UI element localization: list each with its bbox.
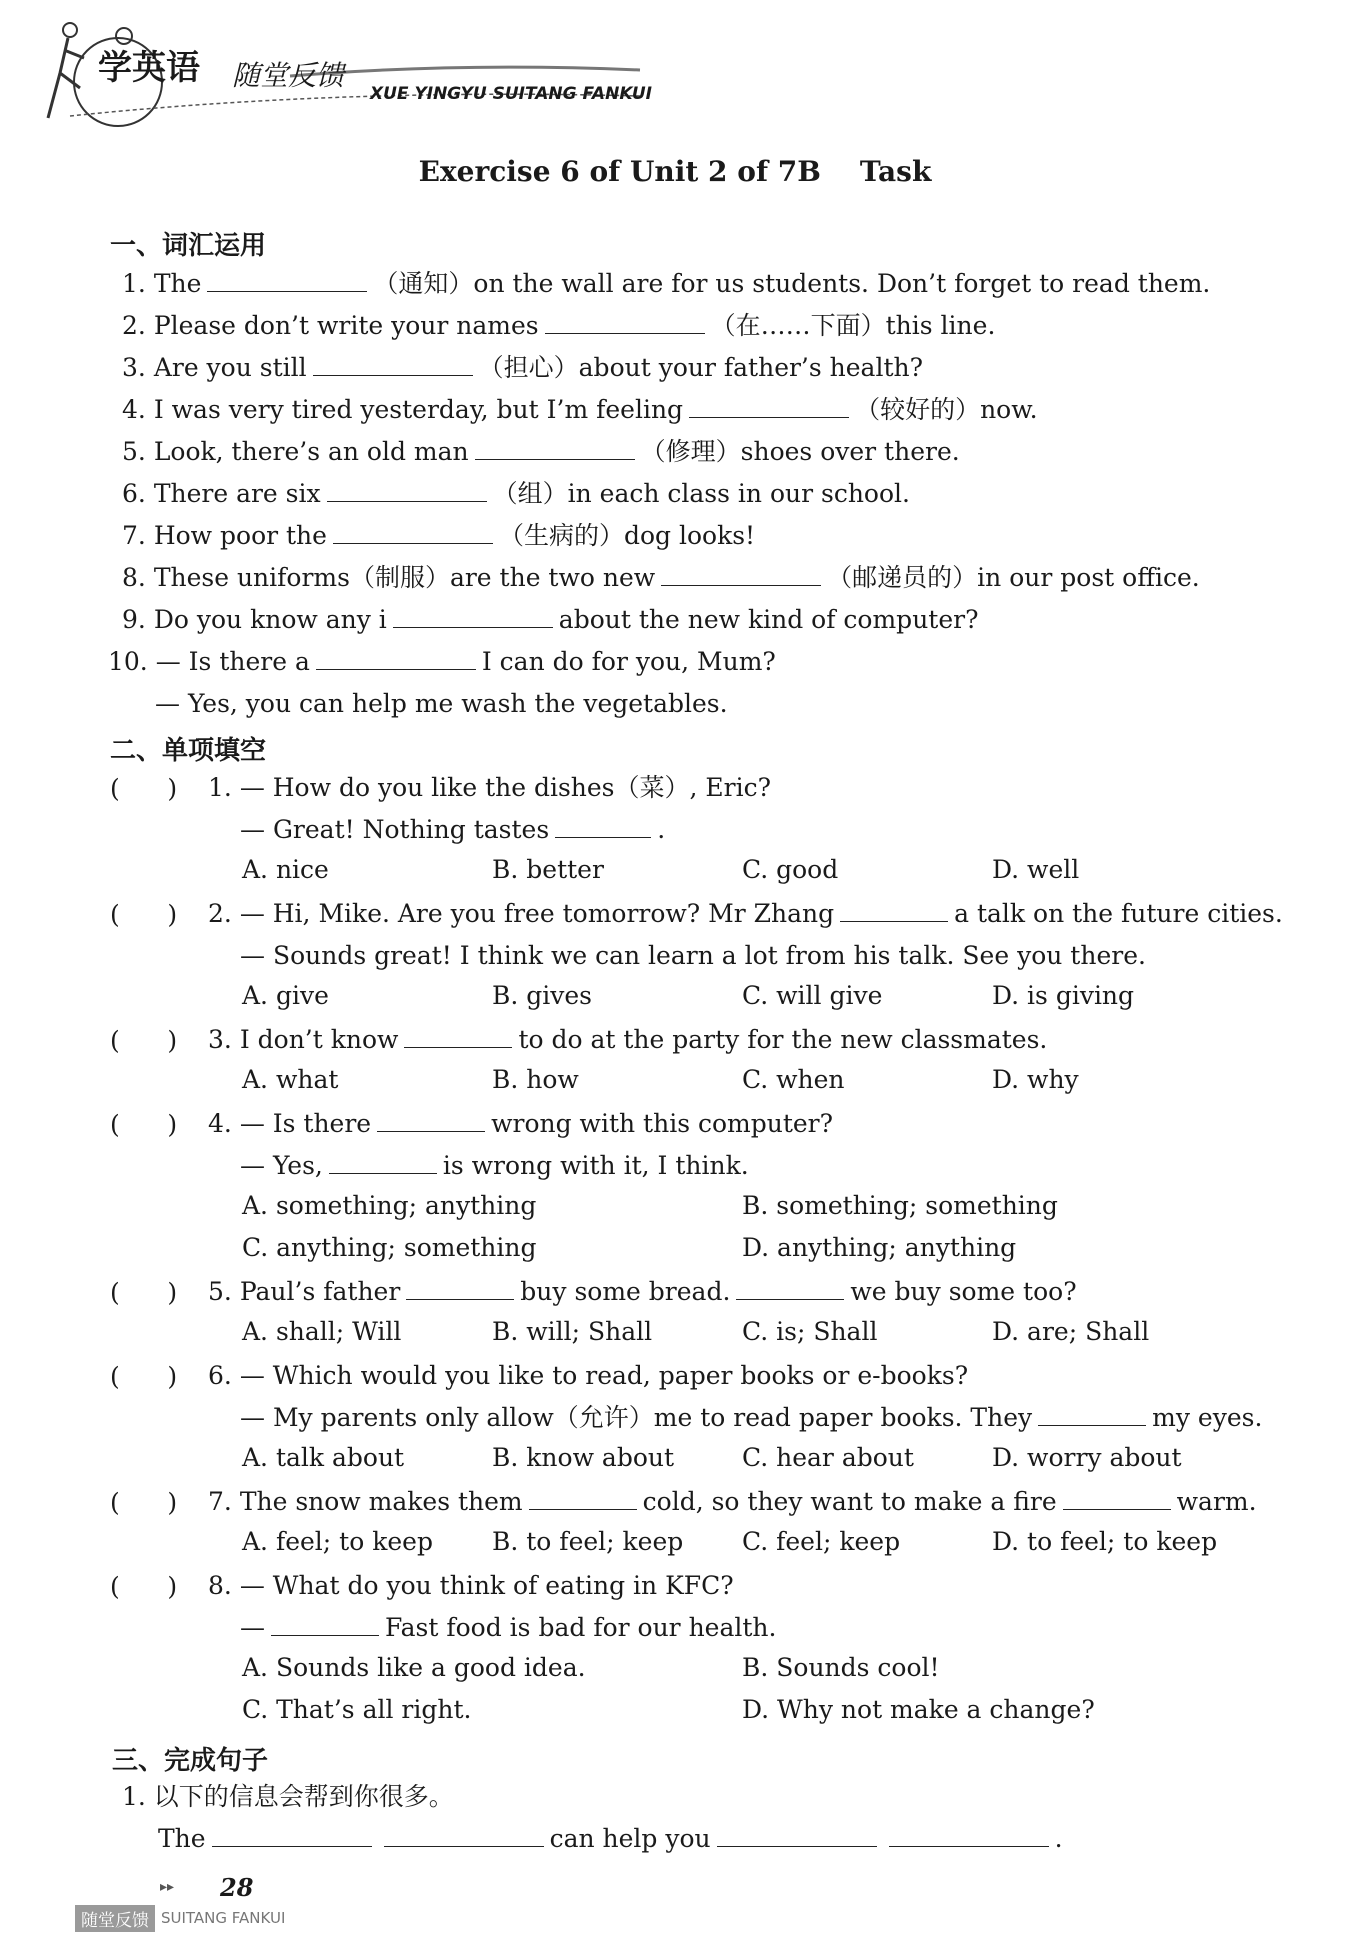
option-d: D. anything; anything [742,1233,1017,1262]
s2-q6-line2: — My parents only allow（允许）me to read paper books. They my eyes. [240,1403,1263,1432]
s1-item-6: 6. There are six （组）in each class in our school. [122,479,910,508]
answer-blank[interactable] [313,351,473,376]
answer-blank[interactable] [404,1023,512,1048]
s2-q2-line1: 2. — Hi, Mike. Are you free tomorrow? Mr Zhang a talk on the future cities. [208,899,1283,928]
answer-bracket[interactable]: ( ) [110,1278,178,1307]
option-d: D. is giving [992,981,1135,1010]
s1-item-3: 3. Are you still （担心）about your father’s health? [122,353,924,382]
section1-heading: 一、词汇运用 [110,231,267,261]
option-c: C. That’s all right. [242,1695,472,1724]
option-c: C. good [742,855,839,884]
answer-blank[interactable] [717,1822,877,1847]
s1-item-1: 1. The （通知）on the wall are for us students. Don’t forget to read them. [122,269,1211,298]
answer-blank[interactable] [393,603,553,628]
s2-q7-line1: 7. The snow makes them cold, so they want to make a fire warm. [208,1487,1257,1516]
answer-blank[interactable] [377,1107,485,1132]
footer-label-cn: 随堂反馈 [75,1905,155,1932]
section2-heading: 二、单项填空 [110,736,267,766]
answer-blank[interactable] [271,1611,379,1636]
option-b: B. know about [492,1443,675,1472]
option-d: D. are; Shall [992,1317,1150,1346]
answer-blank[interactable] [316,645,476,670]
answer-bracket[interactable]: ( ) [110,1026,178,1055]
answer-bracket[interactable]: ( ) [110,900,178,929]
option-c: C. hear about [742,1443,914,1472]
option-d: D. worry about [992,1443,1182,1472]
answer-blank[interactable] [1063,1485,1171,1510]
answer-blank[interactable] [661,561,821,586]
s1-item-5: 5. Look, there’s an old man （修理）shoes over there. [122,437,960,466]
option-b: B. better [492,855,604,884]
answer-blank[interactable] [555,813,651,838]
option-b: B. something; something [742,1191,1058,1220]
s2-q6-line1: 6. — Which would you like to read, paper books or e-books? [208,1361,969,1390]
s1-item-4: 4. I was very tired yesterday, but I’m feeling （较好的）now. [122,395,1038,424]
option-a: A. give [242,981,329,1010]
s2-q1-line1: 1. — How do you like the dishes（菜）, Eric? [208,773,772,802]
answer-bracket[interactable]: ( ) [110,1362,178,1391]
answer-blank[interactable] [384,1822,544,1847]
s1-item-7: 7. How poor the （生病的）dog looks! [122,521,756,550]
option-b: B. gives [492,981,593,1010]
answer-blank[interactable] [327,477,487,502]
option-c: C. will give [742,981,883,1010]
answer-blank[interactable] [406,1275,514,1300]
option-c: C. is; Shall [742,1317,878,1346]
answer-bracket[interactable]: ( ) [110,1572,178,1601]
answer-blank[interactable] [529,1485,637,1510]
answer-blank[interactable] [329,1149,437,1174]
s2-q1-line2: — Great! Nothing tastes . [240,815,666,844]
option-b: B. Sounds cool! [742,1653,940,1682]
s3-item-1-answer: The can help you . [158,1824,1063,1853]
s1-item-8: 8. These uniforms（制服）are the two new （邮递员的）in our post office. [122,563,1200,592]
s1-item-10-reply: — Yes, you can help me wash the vegetables. [155,689,728,718]
option-a: A. something; anything [242,1191,537,1220]
answer-blank[interactable] [736,1275,844,1300]
s2-q8-line2: — Fast food is bad for our health. [240,1613,777,1642]
header-logo-cn: 学英语 [98,48,200,88]
s1-item-9: 9. Do you know any i about the new kind of computer? [122,605,979,634]
option-d: D. to feel; to keep [992,1527,1218,1556]
answer-bracket[interactable]: ( ) [110,1110,178,1139]
option-c: C. anything; something [242,1233,537,1262]
answer-blank[interactable] [840,897,948,922]
s3-item-1: 1. 以下的信息会帮到你很多。 [122,1782,454,1811]
option-c: C. when [742,1065,845,1094]
s2-q2-line2: — Sounds great! I think we can learn a lot from his talk. See you there. [240,941,1146,970]
s2-q5-line1: 5. Paul’s father buy some bread. we buy some too? [208,1277,1077,1306]
s1-item-10: 10. — Is there a I can do for you, Mum? [108,647,776,676]
footer-label-en: SUITANG FANKUI [161,1909,286,1927]
header-logo-cn2: 随堂反馈 [232,59,345,92]
s1-item-2: 2. Please don’t write your names （在……下面）this line. [122,311,996,340]
page-title: Exercise 6 of Unit 2 of 7B Task [418,155,932,188]
answer-bracket[interactable]: ( ) [110,1488,178,1517]
header-logo [40,18,660,128]
s2-q8-line1: 8. — What do you think of eating in KFC? [208,1571,734,1600]
option-b: B. how [492,1065,579,1094]
answer-blank[interactable] [545,309,705,334]
option-a: A. nice [242,855,329,884]
option-a: A. shall; Will [242,1317,402,1346]
option-b: B. will; Shall [492,1317,653,1346]
option-a: A. feel; to keep [242,1527,433,1556]
header-logo-en: XUE YINGYU SUITANG FANKUI [370,84,653,104]
s2-q4-line2: — Yes, is wrong with it, I think. [240,1151,749,1180]
answer-blank[interactable] [207,267,367,292]
answer-blank[interactable] [689,393,849,418]
page-number: 28 [220,1873,254,1902]
option-a: A. Sounds like a good idea. [242,1653,586,1682]
option-d: D. Why not make a change? [742,1695,1095,1724]
answer-blank[interactable] [1038,1401,1146,1426]
answer-blank[interactable] [333,519,493,544]
answer-blank[interactable] [212,1822,372,1847]
double-arrow-icon: ▸▸ [160,1879,175,1895]
option-d: D. why [992,1065,1079,1094]
option-b: B. to feel; keep [492,1527,684,1556]
s2-q3-line1: 3. I don’t know to do at the party for the new classmates. [208,1025,1048,1054]
answer-blank[interactable] [475,435,635,460]
option-c: C. feel; keep [742,1527,901,1556]
answer-blank[interactable] [889,1822,1049,1847]
option-d: D. well [992,855,1080,884]
option-a: A. what [242,1065,339,1094]
section3-heading: 三、完成句子 [112,1746,269,1776]
option-a: A. talk about [242,1443,405,1472]
answer-bracket[interactable]: ( ) [110,774,178,803]
s2-q4-line1: 4. — Is there wrong with this computer? [208,1109,834,1138]
